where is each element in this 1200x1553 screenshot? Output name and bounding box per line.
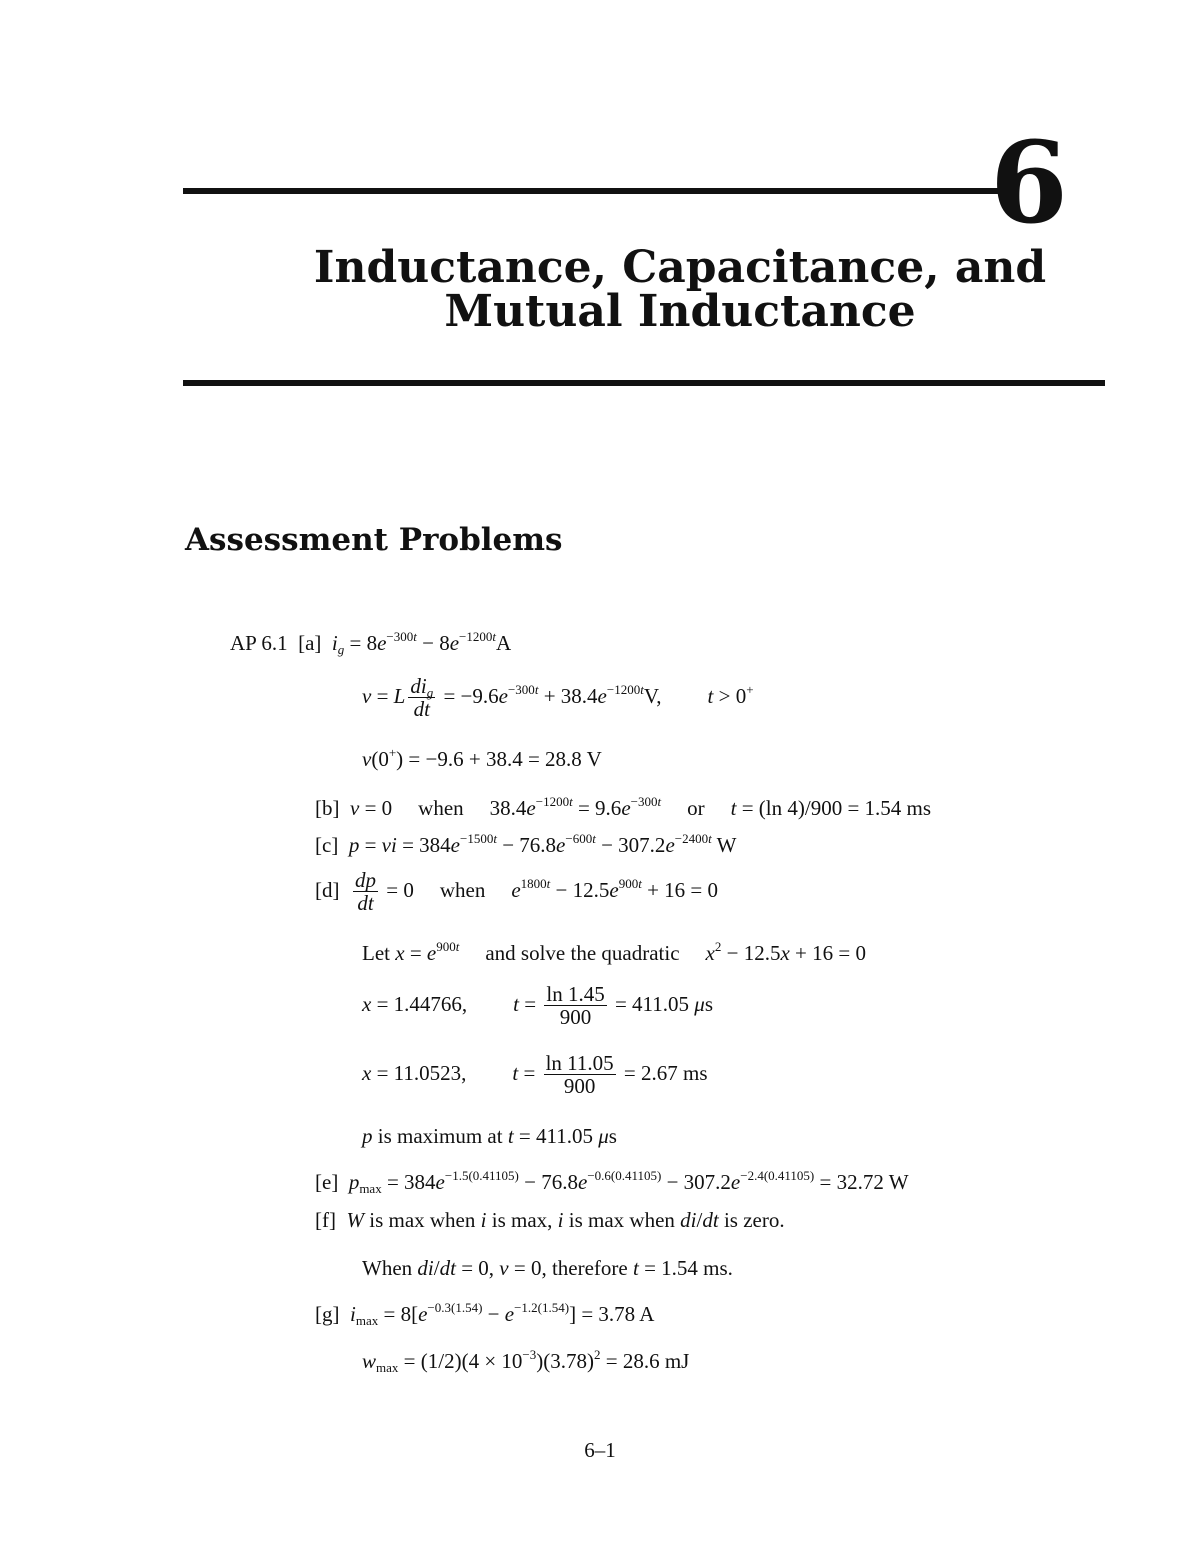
- text-therefore: therefore: [551, 1256, 628, 1280]
- part-f-label: [f]: [315, 1208, 336, 1232]
- text-when-cap: When: [362, 1256, 413, 1280]
- equation-c: [c] p = vi = $384e^{-1500t} - 76.8e^{-600t} - 307.2e^{-2400t}$ W: [315, 831, 737, 857]
- chapter-title-line-2: Mutual Inductance: [444, 286, 916, 337]
- part-e-label: [e]: [315, 1170, 339, 1194]
- equation-a-v0: v(0+) = −9.6 + 38.4 = 28.8 V: [362, 745, 602, 771]
- equation-d-root1: x = 1.44766, t = $\frac{\ln 1.45}{900}$ = 411.05 μs: [362, 982, 714, 1029]
- text-f-2: is max,: [491, 1208, 553, 1232]
- text-and-solve: and solve the quadratic: [485, 941, 680, 965]
- equation-d-let: Let $x = e^{900t}$ and solve the quadratic $x^2 - 12.5x + 16 = 0$: [362, 939, 866, 965]
- equation-f: [f] W is max when i is max, i is max when di/dt is zero.: [315, 1208, 785, 1232]
- part-g-label: [g]: [315, 1302, 340, 1326]
- text-or: or: [687, 796, 705, 820]
- equation-f-when: When di/dt = 0, v = 0, therefore t = 1.54 ms.: [362, 1256, 733, 1280]
- text-f-3: is max when: [568, 1208, 675, 1232]
- equation-b: [b] v = 0 when $38.4e^{-1200t} = 9.6e^{-300t}$ or t = (ln 4)/900 = 1.54 ms: [315, 794, 932, 820]
- problem-label: AP 6.1: [230, 631, 288, 655]
- equation-d-max: p is maximum at t = 411.05 μs: [362, 1124, 617, 1148]
- text-f-1: is max when: [369, 1208, 476, 1232]
- equation-g-wmax: $w_{max} = (1/2)(4 \times 10^{-3})(3.78)^2 = 28.6$ mJ: [362, 1347, 690, 1375]
- equation-d: [d] $\frac{dp}{dt}$ = 0 when $e^{1800t} - 12.5e^{900t} + 16 = 0$: [315, 868, 719, 915]
- equation-e: [e] $p_{max} = 384e^{-1.5(0.41105)} - 76.8e^{-0.6(0.41105)} - 307.2e^{-2.4(0.41105)} = 32.72$ W: [315, 1168, 909, 1196]
- text-let: Let: [362, 941, 390, 965]
- equation-a-ig: AP 6.1 [a] $i_g = 8e^{-300t} - 8e^{-1200t}A$: [230, 629, 512, 657]
- part-b-label: [b]: [315, 796, 340, 820]
- equation-d-root2: x = 11.0523, t = $\frac{\ln 11.05}{900}$ = 2.67 ms: [362, 1051, 708, 1098]
- part-d-label: [d]: [315, 877, 340, 902]
- chapter-bottom-rule: [183, 380, 1105, 386]
- page-number: 6–1: [584, 1438, 616, 1462]
- chapter-number: 6: [990, 118, 1068, 249]
- section-heading: Assessment Problems: [185, 522, 563, 558]
- text-when-2: when: [439, 877, 486, 902]
- text-when: when: [418, 796, 464, 820]
- chapter-title-line-1: Inductance, Capacitance, and: [313, 242, 1047, 293]
- text-is-maximum-at: is maximum at: [377, 1124, 503, 1148]
- chapter-top-rule: [183, 188, 1000, 194]
- text-f-4: is zero.: [723, 1208, 785, 1232]
- equation-a-v: v = L $\frac{di_g}{dt}$ = $-9.6e^{-300t} + 38.4e^{-1200t}V$, t > 0+: [362, 674, 754, 721]
- equation-g-imax: [g] $i_{max} = 8[e^{-0.3(1.54)} - e^{-1.2(1.54)}] = 3.78$ A: [315, 1300, 655, 1328]
- part-c-label: [c]: [315, 833, 339, 857]
- part-a-label: [a]: [298, 631, 322, 655]
